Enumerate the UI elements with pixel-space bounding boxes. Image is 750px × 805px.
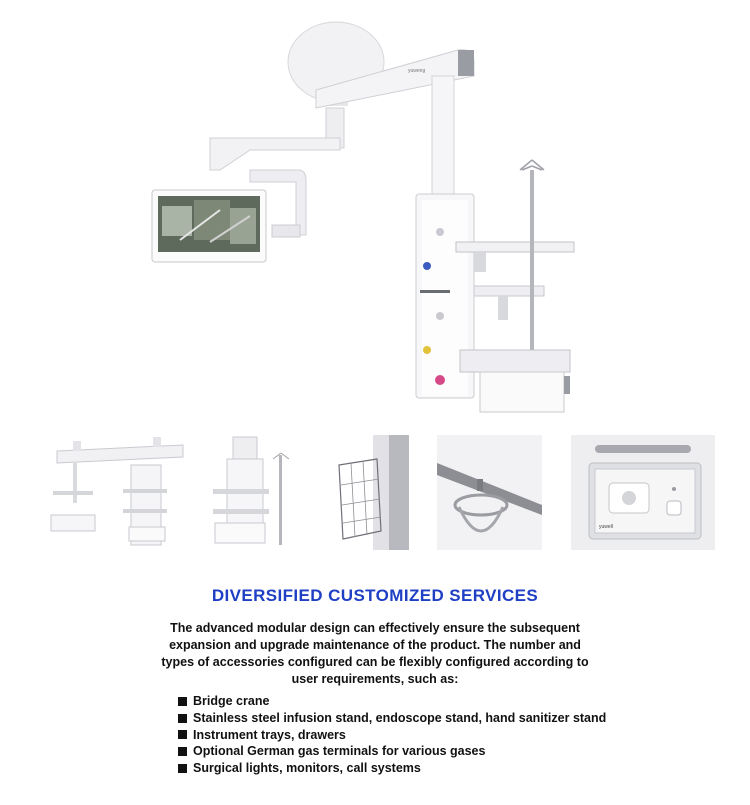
thumbnail-wire-basket [333, 435, 409, 550]
thumbnail-call-panel [571, 435, 715, 550]
intro-paragraph: The advanced modular design can effectively ensure the subsequent expansion and upgrade maintenance of the product. The number and types of accessories configured can be flexibly configured according to user requirements, such as: [161, 621, 589, 686]
iv-pole [530, 170, 534, 360]
column [432, 76, 454, 196]
bullet-square-icon [178, 730, 187, 739]
list-item-text: Optional German gas terminals for various gases [193, 744, 486, 759]
drawer-box [480, 372, 564, 412]
arm-end-cap [458, 50, 474, 76]
list-item [178, 743, 606, 760]
section-heading: DIVERSIFIED CUSTOMIZED SERVICES [211, 586, 539, 605]
list-item-text: Instrument trays, drawers [193, 727, 346, 742]
monitor-mount [272, 225, 300, 237]
feature-list [178, 693, 606, 777]
svg-text:yuweng: yuweng [408, 68, 426, 74]
svg-text:yuwell: yuwell [599, 524, 613, 530]
list-item [178, 727, 606, 744]
monitor-arm [210, 138, 340, 170]
thumbnail-bridge-crane [43, 435, 188, 550]
list-item-text: Bridge crane [193, 694, 270, 708]
hero-pendant-image [140, 20, 600, 420]
list-item-text: Surgical lights, monitors, call systems [193, 761, 421, 776]
thumbnail-row [0, 435, 750, 550]
list-item-text: Stainless steel infusion stand, endoscope stand, hand sanitizer stand [193, 710, 607, 725]
bullet-square-icon [178, 764, 187, 773]
bullet-square-icon [178, 697, 187, 706]
thumbnail-ring-holder [437, 435, 542, 550]
list-item [178, 760, 606, 777]
drawer-top [460, 350, 570, 372]
thumbnail-tower-pendant [205, 435, 301, 550]
iv-hooks [520, 160, 544, 170]
bullet-square-icon [178, 747, 187, 756]
list-item [178, 693, 606, 710]
bullet-square-icon [178, 714, 187, 723]
upper-shelf [456, 242, 574, 252]
list-item [178, 710, 606, 727]
